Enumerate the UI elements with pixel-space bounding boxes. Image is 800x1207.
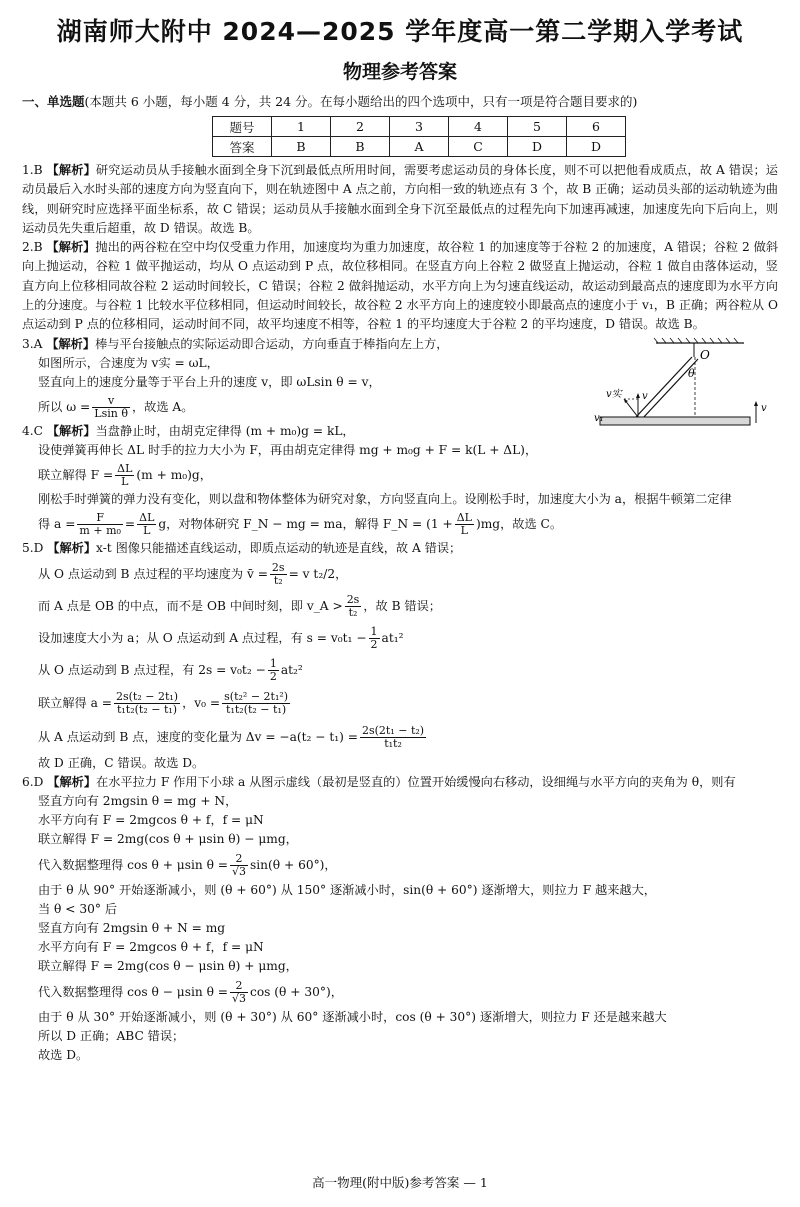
table-cell: 1 bbox=[272, 117, 331, 137]
table-row-answers bbox=[213, 137, 626, 157]
fraction bbox=[115, 463, 134, 488]
fraction bbox=[114, 691, 180, 716]
table-cell: B bbox=[272, 137, 331, 157]
explanation-line: 如图所示，合速度为 v实 = ωL， bbox=[38, 355, 219, 370]
explanation-line: 得 a = bbox=[38, 516, 76, 531]
question-number: 6.D bbox=[22, 774, 44, 789]
section-label: 一、单选题 bbox=[22, 94, 85, 109]
explanation-line: 从 O 点运动到 B 点过程，有 2s = v₀t₂ − bbox=[38, 662, 266, 677]
table-header-cell: 答案 bbox=[213, 137, 272, 157]
analysis-tag: 【解析】 bbox=[47, 540, 97, 555]
fraction-numerator: ΔL bbox=[456, 510, 472, 524]
section-heading bbox=[22, 92, 778, 112]
question-4-explanation bbox=[22, 422, 778, 539]
fraction-numerator: 2s bbox=[346, 592, 360, 606]
fraction-denominator: √3 bbox=[232, 991, 247, 1005]
fraction-numerator: 1 bbox=[370, 624, 378, 638]
table-cell: A bbox=[390, 137, 449, 157]
explanation-line: 所以 ω = bbox=[38, 399, 91, 414]
fraction-denominator: t₁t₂ bbox=[384, 736, 402, 750]
fraction-numerator: 2s bbox=[271, 560, 285, 574]
question-1-explanation bbox=[22, 161, 778, 238]
question-number: 3.A bbox=[22, 336, 43, 351]
fraction bbox=[77, 512, 122, 537]
fraction-denominator: m + m₀ bbox=[79, 523, 121, 537]
fraction-numerator: ΔL bbox=[117, 461, 133, 475]
explanation-line: )mg，故选 C。 bbox=[475, 516, 563, 531]
fraction-numerator: v bbox=[92, 395, 130, 408]
fraction bbox=[137, 512, 156, 537]
explanation-line: 当 θ < 30° 后 bbox=[38, 901, 118, 916]
analysis-tag: 【解析】 bbox=[46, 423, 96, 438]
explanation-line: 故 D 正确，C 错误。故选 D。 bbox=[38, 755, 205, 770]
table-cell: D bbox=[567, 137, 626, 157]
fraction-numerator: s(t₂² − 2t₁²) bbox=[224, 689, 289, 703]
explanation-line: at₁² bbox=[381, 630, 404, 645]
fraction-denominator: t₂ bbox=[348, 605, 358, 619]
section-note: (本题共 6 小题，每小题 4 分，共 24 分。在每小题给出的四个选项中，只有一项是符合题目要求的) bbox=[84, 94, 638, 109]
explanation-line: 设加速度大小为 a；从 O 点运动到 A 点过程，有 s = v₀t₁ − bbox=[38, 630, 367, 645]
explanation-line: x-t 图像只能描述直线运动，即质点运动的轨迹是直线，故 A 错误； bbox=[96, 540, 462, 555]
explanation-line: 水平方向有 F = 2mgcos θ + f，f = μN bbox=[38, 812, 264, 827]
fraction-numerator: 2s(t₂ − 2t₁) bbox=[115, 689, 179, 703]
fraction-denominator: 2 bbox=[269, 669, 277, 683]
fraction-numerator: 2 bbox=[230, 853, 248, 866]
question-number: 1.B bbox=[22, 163, 43, 177]
fraction-denominator: 2 bbox=[370, 637, 378, 651]
fraction-denominator: t₁t₂(t₂ − t₁) bbox=[116, 702, 178, 716]
fraction bbox=[270, 562, 287, 587]
explanation-line: 联立解得 a = bbox=[38, 695, 112, 710]
explanation-line: = v t₂/2， bbox=[288, 566, 348, 581]
explanation-line: ，故选 A。 bbox=[131, 399, 194, 414]
explanation-line: 联立解得 F = 2mg(cos θ − μsin θ) + μmg， bbox=[38, 958, 298, 973]
pivot-label: O bbox=[700, 347, 710, 362]
fraction-denominator: L bbox=[460, 523, 468, 537]
fraction bbox=[92, 395, 130, 420]
analysis-tag: 【解析】 bbox=[46, 336, 96, 351]
fraction-denominator: t₁t₂(t₂ − t₁) bbox=[226, 702, 287, 716]
explanation-line: 而 A 点是 OB 的中点，而不是 OB 中间时刻，即 v_A > bbox=[38, 598, 343, 613]
fraction bbox=[268, 658, 279, 683]
answer-table bbox=[212, 116, 626, 157]
fraction bbox=[360, 725, 426, 750]
equals-sign: = bbox=[124, 516, 136, 531]
v-component-label: v bbox=[642, 390, 648, 402]
fraction-numerator: 1 bbox=[269, 656, 277, 670]
fraction-denominator: L bbox=[143, 523, 151, 537]
explanation-line: 当盘静止时，由胡克定律得 (m + m₀)g = kL， bbox=[95, 423, 355, 438]
fraction bbox=[230, 980, 248, 1005]
page-subtitle: 物理参考答案 bbox=[342, 61, 457, 83]
fraction-numerator: ΔL bbox=[139, 510, 155, 524]
rod-platform-diagram bbox=[594, 337, 772, 429]
fraction-denominator: t₂ bbox=[273, 573, 283, 587]
question-2-explanation bbox=[22, 238, 778, 334]
table-cell: 4 bbox=[449, 117, 508, 137]
explanation-line: ，故 B 错误； bbox=[363, 598, 441, 613]
explanation-line: (m + m₀)g， bbox=[136, 467, 212, 482]
explanation-line: 竖直方向有 2mgsin θ = mg + N， bbox=[38, 793, 238, 808]
explanation-text: 抛出的两谷粒在空中均仅受重力作用，加速度均为重力加速度，故谷粒 1 的加速度等于谷粒 2 的加速度，A 错误；谷粒 2 做斜向上抛运动，谷粒 1 做平抛运动，均从 O 点运动到 P 点，故位移相同。在竖直方向上谷粒 2 做竖直上抛运动，谷粒 1 做自由落体运动，竖直方向上位移相同故谷粒 2 运动时间较长，C 错误；谷粒 2 做斜抛运动，水平方向上为匀速直线运动，故运动到最高点的速度即为水平方向上的分速度。与谷粒 1 比较水平位移相同，但运动时间较长，故谷粒 2 水平方向上的速度较小即最高点的速度小于 v₁，B 正确；两谷粒从 O 点运动到 P 点的位移相同，运动时间不同，故平均速度不相等，谷粒 1 的平均速度大于谷粒 2 的平均速度，D 错误。故选 B。 bbox=[22, 240, 779, 332]
analysis-tag: 【解析】 bbox=[46, 240, 96, 255]
explanation-line: 水平方向有 F = 2mgcos θ + f，f = μN bbox=[38, 939, 264, 954]
explanation-line: 代入数据整理得 cos θ − μsin θ = bbox=[38, 984, 228, 999]
question-3-explanation bbox=[22, 335, 778, 422]
explanation-line: 代入数据整理得 cos θ + μsin θ = bbox=[38, 857, 228, 872]
table-cell: 3 bbox=[390, 117, 449, 137]
explanation-line: 由于 θ 从 30° 开始逐渐减小，则 (θ + 30°) 从 60° 逐渐减小时，cos (θ + 30°) 逐渐增大，则拉力 F 还是越来越大 bbox=[38, 1009, 667, 1024]
table-cell: 2 bbox=[331, 117, 390, 137]
fraction-numerator: 2 bbox=[230, 980, 248, 993]
fraction bbox=[222, 691, 290, 716]
fraction bbox=[345, 594, 362, 619]
explanation-line: 竖直方向有 2mgsin θ + N = mg bbox=[38, 920, 226, 935]
page-footer: 高一物理(附中版)参考答案 — 1 bbox=[312, 1175, 488, 1190]
explanation-line: 从 A 点运动到 B 点，速度的变化量为 Δv = −a(t₂ − t₁) = bbox=[38, 729, 358, 744]
analysis-tag: 【解析】 bbox=[46, 163, 96, 177]
table-header-cell: 题号 bbox=[213, 117, 272, 137]
fraction-numerator: 2s(2t₁ − t₂) bbox=[362, 723, 425, 737]
question-5-explanation bbox=[22, 539, 778, 773]
table-row-numbers bbox=[213, 117, 626, 137]
table-cell: 5 bbox=[508, 117, 567, 137]
explanation-line: cos (θ + 30°)， bbox=[250, 984, 343, 999]
explanation-line: 棒与平台接触点的实际运动即合运动，方向垂直于棒指向左上方， bbox=[95, 336, 449, 351]
theta-label: θ bbox=[688, 366, 695, 380]
explanation-line: 故选 D。 bbox=[38, 1047, 89, 1062]
fraction bbox=[455, 512, 474, 537]
fraction bbox=[369, 626, 380, 651]
fraction bbox=[230, 853, 248, 878]
explanation-line: ，v₀ = bbox=[182, 695, 221, 710]
question-number: 4.C bbox=[22, 423, 43, 438]
explanation-line: 设使弹簧再伸长 ΔL 时手的拉力大小为 F，再由胡克定律得 mg + m₀g + F = k(L + ΔL)， bbox=[38, 442, 538, 457]
platform-velocity-label: v bbox=[761, 402, 767, 414]
table-cell: D bbox=[508, 137, 567, 157]
explanation-line: 由于 θ 从 90° 开始逐渐减小，则 (θ + 60°) 从 150° 逐渐减小时，sin(θ + 60°) 逐渐增大，则拉力 F 越来越大， bbox=[38, 882, 656, 897]
explanation-line: 在水平拉力 F 作用下小球 a 从图示虚线（最初是竖直的）位置开始缓慢向右移动，设细绳与水平方向的夹角为 θ，则有 bbox=[96, 774, 736, 789]
explanation-line: 刚松手时弹簧的弹力没有变化，则以盘和物体整体为研究对象，方向竖直向上。设刚松手时，加速度大小为 a，根据牛顿第二定律 bbox=[38, 491, 732, 506]
fraction-numerator: F bbox=[77, 512, 122, 525]
explanation-line: g，对物体研究 F_N − mg = ma，解得 F_N = (1 + bbox=[158, 516, 453, 531]
table-cell: C bbox=[449, 137, 508, 157]
explanation-line: 所以 D 正确；ABC 错误； bbox=[38, 1028, 185, 1043]
question-number: 5.D bbox=[22, 540, 44, 555]
explanation-line: 从 O 点运动到 B 点过程的平均速度为 v̄ = bbox=[38, 566, 268, 581]
explanation-text: 研究运动员从手接触水面到全身下沉到最低点所用时间，需要考虑运动员的身体长度，则不可以把他看成质点，故 A 错误；运动员最后入水时头部的速度方向为竖直向下，则在轨迹图中 A 点之前，方向相一致的轨迹点有 3 个，故 B 正确；运动员头部的运动轨迹为曲线，则研究时应选择平面坐标系，故 C 错误；运动员从手接触水面到全身下沉至最低点的过程先向下加速再减速，加速度先向下后向上，则运动员先失重后超重，故 D 错误。故选 B。 bbox=[22, 163, 778, 235]
question-6-explanation bbox=[22, 773, 778, 1065]
v-real-label: v实 bbox=[606, 388, 622, 400]
table-cell: B bbox=[331, 137, 390, 157]
explanation-line: 竖直向上的速度分量等于平台上升的速度 v，即 ωLsin θ = v， bbox=[38, 374, 381, 389]
fraction-denominator: Lsin θ bbox=[94, 406, 128, 420]
fraction-denominator: √3 bbox=[232, 864, 247, 878]
analysis-tag: 【解析】 bbox=[47, 774, 97, 789]
explanation-line: 联立解得 F = 2mg(cos θ + μsin θ) − μmg， bbox=[38, 831, 298, 846]
page-title: 湖南师大附中 2024—2025 学年度高一第二学期入学考试 bbox=[56, 17, 744, 46]
explanation-line: 联立解得 F = bbox=[38, 467, 114, 482]
explanation-line: at₂² bbox=[280, 662, 303, 677]
explanation-line: sin(θ + 60°)， bbox=[250, 857, 337, 872]
question-number: 2.B bbox=[22, 240, 43, 255]
table-cell: 6 bbox=[567, 117, 626, 137]
v1-label: v₁ bbox=[594, 412, 604, 424]
fraction-denominator: L bbox=[121, 474, 129, 488]
